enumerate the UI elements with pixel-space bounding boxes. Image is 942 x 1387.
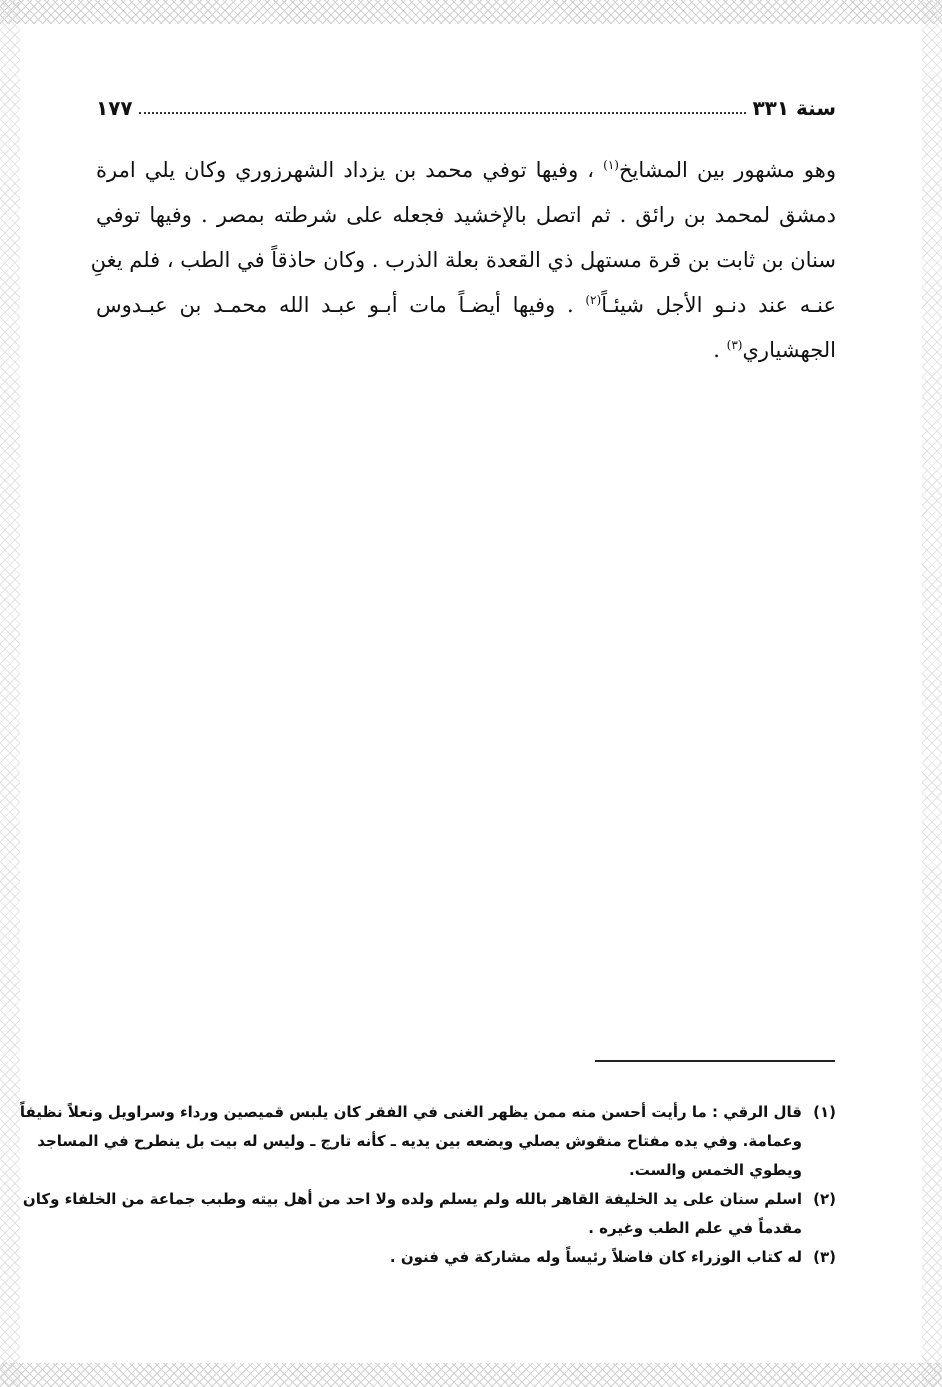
body-line-rest: . [713, 338, 727, 362]
footnote-line: ويطوي الخمس والست. [629, 1161, 802, 1179]
footnotes-section [19, 1098, 836, 1272]
decorative-border-bottom [0, 1363, 942, 1387]
footnote-ref-1: (١) [603, 158, 619, 172]
footnote-2 [22, 1185, 836, 1243]
footnote-line: قال الرقي : ما رأيت أحسن منه ممن يظهر الغنى في الفقر كان يلبس قميصين ورداء وسراويل ونعلاً نظيفاً [19, 1103, 802, 1121]
header-dotted-leader [139, 112, 747, 114]
footnote-line: له كتاب الوزراء كان فاضلاً رئيساً وله مشاركة في فنون . [389, 1248, 802, 1266]
body-line [96, 148, 836, 193]
body-line [96, 283, 836, 328]
footnote-text [96, 1243, 802, 1272]
body-line [96, 328, 836, 373]
page-number: ١٧٧ [96, 96, 133, 120]
body-line-text: الجهشياري [742, 338, 836, 362]
decorative-border-right [922, 0, 942, 1387]
footnote-line: مقدماً في علم الطب وغيره . [588, 1219, 802, 1237]
footnote-number: (٣) [813, 1248, 836, 1266]
body-line-text: سنان بن ثابت بن قرة مستهل ذي القعدة بعلة الذرب . وكان حاذقاً في الطب ، فلم يغنِ [90, 248, 836, 272]
footnote-1 [19, 1098, 836, 1185]
footnote-line: وعمامة. وفي يده مفتاح منقوش يصلي ويضعه بين يديه ـ كأنه تارج ـ وليس له بيت بل ينطرح في المساجد [37, 1132, 802, 1150]
header-year-label: سنة ٣٣١ [752, 96, 836, 120]
body-line [96, 193, 836, 238]
body-line-text: عنـه عند دنـو الأجل شيئـاً [601, 293, 836, 317]
footnote-separator [595, 1060, 835, 1062]
body-line-text: دمشق لمحمد بن رائق . ثم اتصل بالإخشيد فجعله على شرطته بمصر . وفيها توفي [96, 203, 836, 227]
footnote-text [23, 1185, 802, 1243]
body-line-rest: . وفيها أيضـاً مات أبـو عبـد الله محمـد بن عبـدوس [96, 293, 586, 317]
decorative-border-top [0, 0, 942, 24]
footnote-ref-3: (٣) [726, 338, 743, 352]
body-line-rest: ، وفيها توفي محمد بن يزداد الشهرزوري وكان يلي امرة [96, 158, 604, 182]
footnote-ref-2: (٢) [585, 293, 602, 307]
footnote-number: (١) [813, 1103, 836, 1121]
footnote-3 [96, 1243, 836, 1272]
body-line [90, 238, 836, 283]
decorative-border-left [0, 0, 20, 1387]
footnote-number: (٢) [813, 1190, 836, 1208]
body-line-text: وهو مشهور بين المشايخ [618, 158, 836, 182]
footnote-text [20, 1098, 802, 1185]
running-header [96, 90, 836, 120]
footnote-line: اسلم سنان على يد الخليفة القاهر بالله ولم يسلم ولده ولا احد من أهل بيته وطبب جماعة من الخلفاء وكان [22, 1190, 802, 1208]
main-body-text [90, 148, 836, 373]
